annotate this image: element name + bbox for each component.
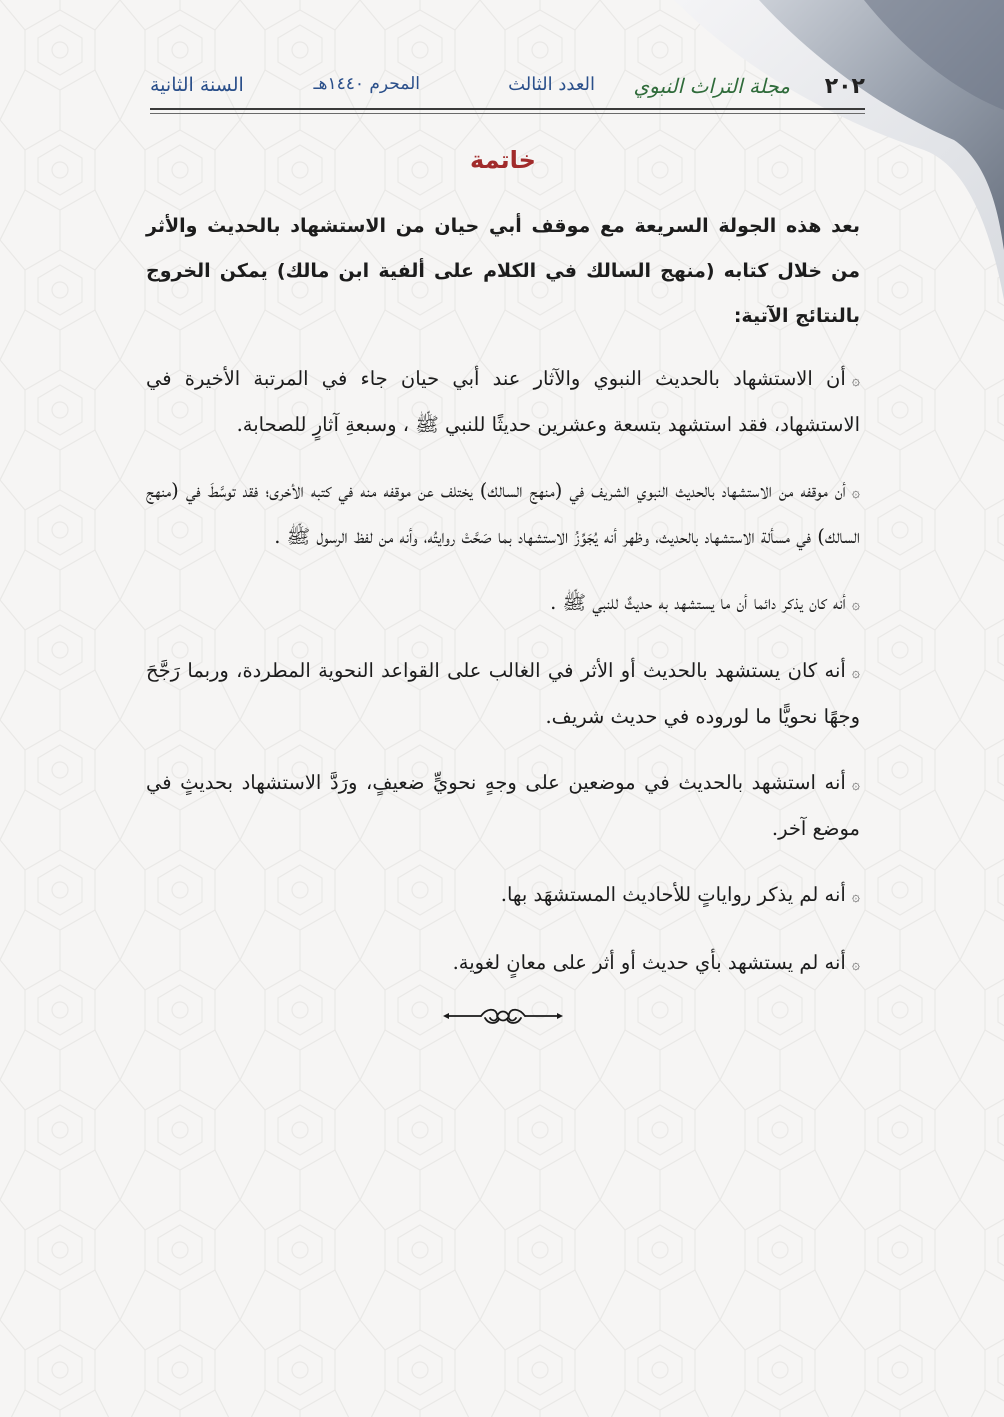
finding-text: أنه لم يستشهد بأي حديث أو أثر على معانٍ لغوية.: [452, 951, 846, 974]
flower-bullet-icon: ۞: [851, 597, 860, 613]
header-rule-thin: [150, 113, 865, 114]
finding-item: [146, 873, 860, 919]
flower-bullet-icon: ۞: [851, 485, 860, 501]
finding-item: [146, 469, 860, 559]
page-number: ٢٠٢: [824, 74, 865, 99]
finding-text: أنه استشهد بالحديث في موضعين على وجهٍ نحويٍّ ضعيفٍ، ورَدَّ الاستشهاد بحديثٍ في موضع آخر.: [146, 771, 860, 840]
finding-text: أنه لم يذكر رواياتٍ للأحاديث المستشهَد بها.: [500, 883, 846, 906]
finding-item: [146, 581, 860, 627]
date-label: المحرم ١٤٤٠هـ: [313, 74, 420, 94]
closing-ornament: [146, 1005, 860, 1027]
finding-text: أنه كان يذكر دائما أن ما يستشهد به حديثٌ للنبي ﷺ .: [550, 591, 846, 614]
flower-bullet-icon: ۞: [851, 957, 860, 973]
closing-ornament-icon: [443, 1005, 563, 1027]
flower-bullet-icon: ۞: [851, 777, 860, 793]
finding-item: [146, 941, 860, 987]
header-rule: [150, 108, 865, 110]
issue-label: العدد الثالث: [508, 74, 595, 95]
finding-text: أنه كان يستشهد بالحديث أو الأثر في الغالب على القواعد النحوية المطردة، وربما رَجَّحَ وجهًا نحويًّا ما لوروده في حديث شريف.: [146, 659, 860, 728]
finding-item: [146, 357, 860, 447]
finding-text: أن موقفه من الاستشهاد بالحديث النبوي الشريف في (منهج السالك) يختلف عن موقفه منه في كتبه الأخرى؛ فقد توسَّطَ في (منهج السالك) في مسألة الاستشهاد بالحديث، وظهر أنه يُجَوِّزُ الاستشهاد بما صَحَّتْ روايتُه، وأنه من لفظ الرسول ﷺ .: [146, 479, 860, 548]
finding-text: أن الاستشهاد بالحديث النبوي والآثار عند أبي حيان جاء في المرتبة الأخيرة في الاستشهاد، فقد استشهد بتسعة وعشرين حديثًا للنبي ﷺ ، وسبعةِ آثارٍ للصحابة.: [146, 367, 860, 436]
running-header: [150, 70, 865, 110]
journal-title: مجلة التراث النبوي: [633, 74, 790, 98]
flower-bullet-icon: ۞: [851, 665, 860, 681]
flower-bullet-icon: ۞: [851, 373, 860, 389]
year-label: السنة الثانية: [150, 74, 244, 96]
intro-paragraph: بعد هذه الجولة السريعة مع موقف أبي حيان من الاستشهاد بالحديث والأثر من خلال كتابه (منهج السالك في الكلام على ألفية ابن مالك) يمكن الخروج بالنتائج الآتية:: [146, 215, 860, 327]
main-content: [146, 140, 860, 1027]
finding-item: [146, 649, 860, 739]
flower-bullet-icon: ۞: [851, 889, 860, 905]
section-title: خاتمة: [470, 146, 536, 174]
finding-item: [146, 761, 860, 851]
